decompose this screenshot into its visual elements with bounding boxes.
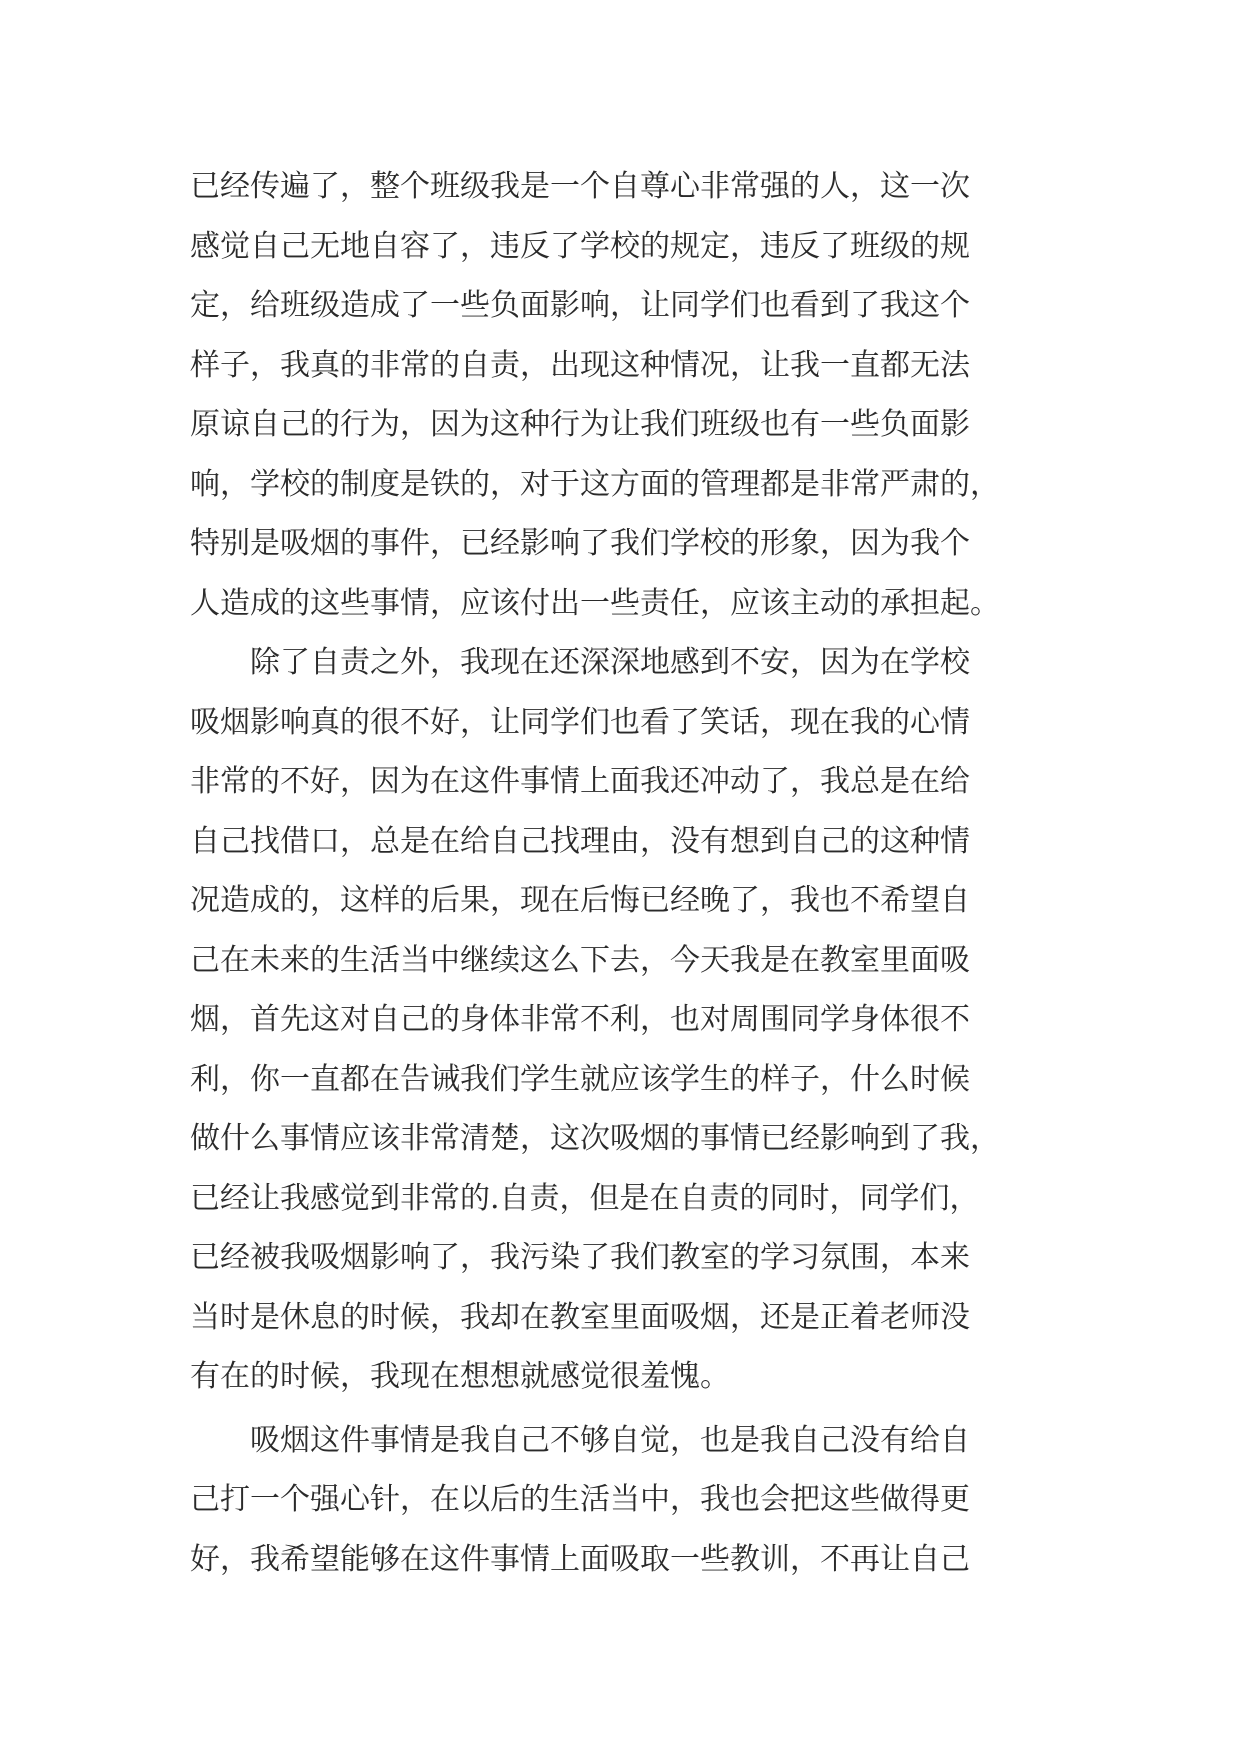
text-line: 原谅自己的行为，因为这种行为让我们班级也有一些负面影 bbox=[190, 407, 970, 442]
text-line: 已经被我吸烟影响了，我污染了我们教室的学习氛围，本来 bbox=[190, 1240, 970, 1275]
text-line: 烟，首先这对自己的身体非常不利，也对周围同学身体很不 bbox=[190, 1002, 970, 1037]
text-line: 除了自责之外，我现在还深深地感到不安，因为在学校 bbox=[190, 645, 970, 680]
text-line: 做什么事情应该非常清楚，这次吸烟的事情已经影响到了我， bbox=[190, 1121, 1000, 1156]
text-line: 当时是休息的时候，我却在教室里面吸烟，还是正着老师没 bbox=[190, 1299, 970, 1335]
text-line: 自己找借口，总是在给自己找理由，没有想到自己的这种情 bbox=[190, 823, 970, 859]
text-line: 人造成的这些事情，应该付出一些责任，应该主动的承担起。 bbox=[190, 585, 1000, 621]
text-line: 己在未来的生活当中继续这么下去，今天我是在教室里面吸 bbox=[190, 942, 970, 978]
paragraph-1 bbox=[190, 157, 1050, 633]
text-line: 好，我希望能够在这件事情上面吸取一些教训，不再让自己 bbox=[190, 1541, 970, 1577]
text-line: 特别是吸烟的事件，已经影响了我们学校的形象，因为我个 bbox=[190, 526, 970, 561]
text-line: 非常的不好，因为在这件事情上面我还冲动了，我总是在给 bbox=[190, 764, 970, 799]
text-line: 利，你一直都在告诫我们学生就应该学生的样子，什么时候 bbox=[190, 1061, 970, 1097]
text-line: 响，学校的制度是铁的，对于这方面的管理都是非常严肃的， bbox=[190, 466, 1000, 502]
paragraph-2 bbox=[190, 633, 1050, 1407]
text-line: 感觉自己无地自容了，违反了学校的规定，违反了班级的规 bbox=[190, 228, 970, 264]
text-line: 吸烟这件事情是我自己不够自觉，也是我自己没有给自 bbox=[190, 1422, 970, 1458]
text-line: 己打一个强心针，在以后的生活当中，我也会把这些做得更 bbox=[190, 1482, 970, 1517]
text-line: 定，给班级造成了一些负面影响，让同学们也看到了我这个 bbox=[190, 288, 970, 323]
document-body bbox=[190, 157, 1050, 1589]
text-line: 样子，我真的非常的自责，出现这种情况，让我一直都无法 bbox=[190, 347, 970, 383]
text-line: 况造成的，这样的后果，现在后悔已经晚了，我也不希望自 bbox=[190, 883, 970, 918]
text-line: 吸烟影响真的很不好，让同学们也看了笑话，现在我的心情 bbox=[190, 704, 970, 740]
paragraph-3 bbox=[190, 1411, 1050, 1590]
text-line: 已经传遍了，整个班级我是一个自尊心非常强的人，这一次 bbox=[190, 169, 970, 204]
text-line: 有在的时候，我现在想想就感觉很羞愧。 bbox=[190, 1359, 730, 1394]
text-line: 已经让我感觉到非常的.自责，但是在自责的同时，同学们， bbox=[190, 1180, 980, 1216]
